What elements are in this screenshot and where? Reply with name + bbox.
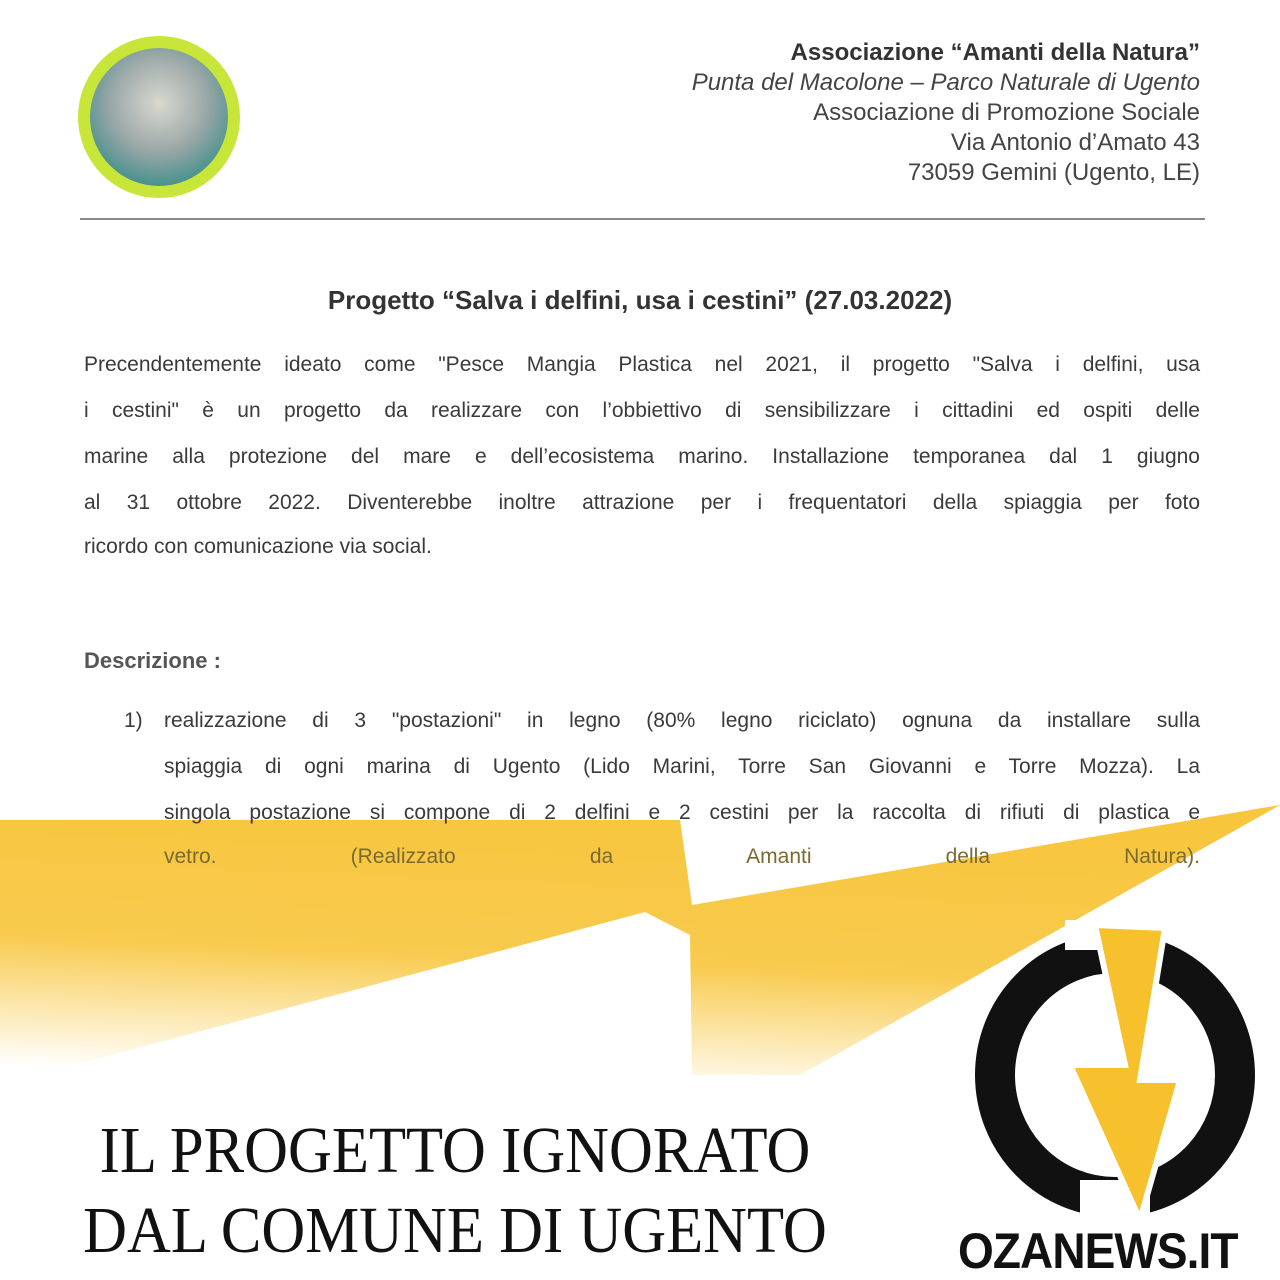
brand-name: OZANEWS.IT [958,1223,1238,1279]
association-logo [78,36,240,198]
description-label: Descrizione : [84,648,221,673]
org-name: Associazione “Amanti della Natura” [790,39,1200,66]
item-line: vetro. (Realizzato da Amanti della Natura). [164,845,1200,868]
org-city: 73059 Gemini (Ugento, LE) [907,159,1200,186]
paragraph-line: marine alla protezione del mare e dell’ecosistema marino. Installazione temporanea dal 1 giugno [84,445,1200,468]
paragraph-line: i cestini" è un progetto da realizzare con l’obbiettivo di sensibilizzare i cittadini ed ospiti delle [84,399,1200,422]
item-number: 1) [124,709,143,732]
header-divider [80,218,1205,220]
document-title: Progetto “Salva i delfini, usa i cestini” (27.03.2022) [327,285,953,315]
headline-line-1: IL PROGETTO IGNORATO [99,1114,811,1187]
letterhead [692,38,1200,188]
paragraph-line: ricordo con comunicazione via social. [84,535,432,558]
item-line: realizzazione di 3 "postazioni" in legno (80% legno riciclato) ognuna da installare sulla [164,709,1200,732]
paragraph-line: al 31 ottobre 2022. Diventerebbe inoltre attrazione per i frequentatori della spiaggia per foto [84,491,1200,514]
ozanews-logo-icon [975,920,1255,1220]
headline-line-2: DAL COMUNE DI UGENTO [83,1194,827,1267]
org-location: Punta del Macolone – Parco Naturale di Ugento [691,69,1200,96]
item-line: spiaggia di ogni marina di Ugento (Lido Marini, Torre San Giovanni e Torre Mozza). La [164,755,1200,778]
item-line: singola postazione si compone di 2 delfini e 2 cestini per la raccolta di rifiuti di plastica e [164,801,1200,824]
org-type: Associazione di Promozione Sociale [813,99,1200,126]
logo-photo [90,48,228,186]
org-street: Via Antonio d’Amato 43 [950,129,1200,156]
paragraph-line: Precendentemente ideato come "Pesce Mangia Plastica nel 2021, il progetto "Salva i delfini, usa [84,353,1200,376]
